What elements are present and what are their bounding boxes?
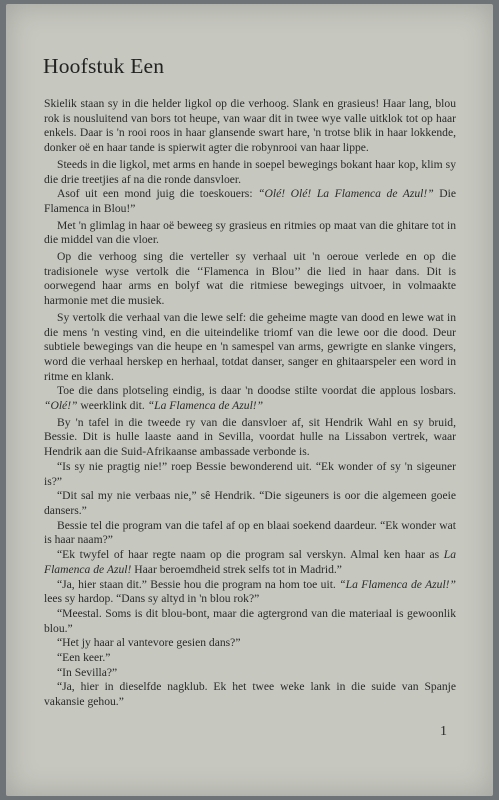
text-run: Bessie tel die program van die tafel af op en blaai soekend daardeur. “Ek wonder wat is haar naam?”	[44, 518, 456, 547]
text-run: “Ek twyfel of haar regte naam op die program sal verskyn. Almal ken haar as	[57, 548, 444, 562]
paragraph	[44, 250, 456, 309]
text-run: Die Flamenca in Blou!”	[44, 187, 457, 215]
text-run: Asof uit een mond juig die toeskouers:	[57, 187, 259, 201]
text-run: “Meestal. Soms is dit blou-bont, maar die agtergrond van die materiaal is gewoonlik blou.”	[44, 606, 456, 635]
paragraph	[44, 607, 456, 636]
paragraph	[44, 680, 456, 709]
italic-text: “La Flamenca de Azul!”	[147, 399, 264, 413]
page-number: 1	[440, 724, 447, 739]
paragraph	[44, 97, 456, 156]
italic-text: La Flamenca de Azul!	[44, 548, 456, 576]
text-run: “In Sevilla?”	[57, 665, 118, 679]
paragraph	[44, 460, 456, 489]
paragraph	[44, 158, 456, 187]
paragraph	[44, 519, 456, 548]
text-run: Toe die dans plotseling eindig, is daar 'n doodse stilte voordat die applous losbars.	[57, 384, 456, 398]
text-run: Op die verhoog sing die verteller sy verhaal uit 'n oeroue verlede en op die tradisionele wyse vertolk die ‘‘Flamenca in Blou’’ die lied in haar dans. Dit is oorwegend haar arms en bolyf wat die ritmiese bewegings uitvoer, in volmaakte harmonie met die musiek.	[44, 250, 456, 308]
italic-text: “Olé! Olé! La Flamenca de Azul!”	[258, 187, 434, 201]
paragraph	[44, 651, 456, 666]
paragraph	[44, 187, 456, 216]
text-run: Haar beroemdheid strek selfs tot in Madrid.”	[131, 562, 342, 576]
paragraph	[44, 666, 456, 681]
body-text	[44, 97, 456, 710]
text-run: “Ja, hier in dieselfde nagklub. Ek het twee weke lank in die suide van Spanje vakansie gehou.”	[44, 680, 456, 709]
paragraph	[44, 219, 456, 248]
paragraph	[44, 548, 456, 577]
paragraph	[44, 578, 456, 607]
book-page	[6, 4, 493, 796]
italic-text: “Olé!”	[44, 399, 78, 413]
text-run: lees sy hardop. “Dans sy altyd in 'n blou rok?”	[44, 592, 260, 606]
paragraph	[44, 384, 456, 413]
text-run: “Een keer.”	[57, 651, 111, 665]
chapter-title: Hoofstuk Een	[43, 54, 165, 78]
text-run: “Dit sal my nie verbaas nie,” sê Hendrik. “Die sigeuners is oor die algemeen goeie dansers.”	[44, 489, 456, 517]
paragraph	[44, 416, 456, 460]
paragraph	[44, 489, 456, 518]
paragraph	[44, 636, 456, 651]
text-run: weerklink dit.	[77, 399, 148, 413]
text-run: “Het jy haar al vantevore gesien dans?”	[57, 636, 241, 650]
text-run: “Ja, hier staan dit.” Bessie hou die program na hom toe uit.	[57, 577, 340, 591]
text-run: By 'n tafel in die tweede ry van die dansvloer af, sit Hendrik Wahl en sy bruid, Bessie. Dit is hulle laaste aand in Sevilla, voordat hulle na Lissabon vertrek, waar Hendrik aan die Suid-Afrikaanse ambassade verbonde is.	[44, 415, 456, 459]
text-run: Skielik staan sy in die helder ligkol op die verhoog. Slank en grasieus! Haar lang, blou rok is nousluitend van bors tot heupe, van waar dit in twee wye valle uitklok tot op haar enkels. Daar is 'n rooi roos in haar glansende swart hare, 'n trotse blik in haar lokkende, donker oë en haar tande is spierwit agter die robynrooi van haar lippe.	[44, 97, 456, 155]
text-run: Sy vertolk die verhaal van die lewe self: die geheime magte van dood en lewe wat in die mens 'n vesting vind, en die uiteindelike triomf van die lewe oor die dood. Deur subtiele bewegings van die heupe en 'n samespel van arms, gewrigte en slanke vingers, word die verhaal herskep en herhaal, totdat danser, sanger en ghitaarspeler een word in ritme en klank.	[44, 310, 456, 383]
text-run: Met 'n glimlag in haar oë beweeg sy grasieus en ritmies op maat van die ghitare tot in die middel van die vloer.	[44, 218, 456, 247]
text-run: “Is sy nie pragtig nie!” roep Bessie bewonderend uit. “Ek wonder of sy 'n sigeuner is?”	[44, 459, 456, 488]
italic-text: “La Flamenca de Azul!”	[339, 577, 456, 591]
text-run: Steeds in die ligkol, met arms en hande in soepel bewegings bokant haar kop, klim sy die drie treetjies af na die ronde dansvloer.	[44, 157, 456, 186]
paragraph	[44, 311, 456, 385]
